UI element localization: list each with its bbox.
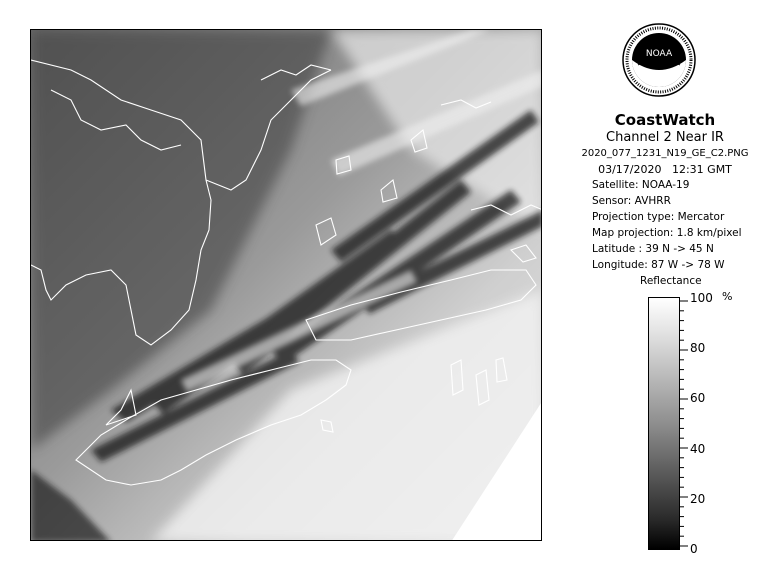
logo-text: NOAA bbox=[645, 49, 673, 59]
meta-satellite: Satellite: NOAA-19 bbox=[592, 179, 690, 191]
file-name: 2020_077_1231_N19_GE_C2.PNG bbox=[581, 148, 749, 159]
colorbar-tick-label: 20 bbox=[690, 492, 706, 506]
colorbar-tick-label: 60 bbox=[690, 391, 706, 405]
noaa-logo bbox=[620, 18, 698, 108]
colorbar bbox=[648, 297, 680, 550]
channel-label: Channel 2 Near IR bbox=[606, 130, 724, 145]
satellite-image bbox=[30, 29, 542, 541]
date-time: 03/17/2020 12:31 GMT bbox=[598, 163, 732, 176]
colorbar-tick-label: 0 bbox=[690, 542, 698, 556]
meta-map-projection: Map projection: 1.8 km/pixel bbox=[592, 227, 742, 239]
colorbar-ticks bbox=[680, 297, 760, 550]
colorbar-unit: % bbox=[722, 290, 733, 303]
colorbar-label: Reflectance bbox=[640, 275, 702, 287]
meta-latitude: Latitude : 39 N -> 45 N bbox=[592, 243, 714, 255]
colorbar-tick-label: 40 bbox=[690, 442, 706, 456]
colorbar-tick-label: 80 bbox=[690, 341, 706, 355]
meta-sensor: Sensor: AVHRR bbox=[592, 195, 671, 207]
meta-projection-type: Projection type: Mercator bbox=[592, 211, 725, 223]
colorbar-tick-label: 100 bbox=[690, 291, 713, 305]
meta-longitude: Longitude: 87 W -> 78 W bbox=[592, 259, 725, 271]
brand-title: CoastWatch bbox=[614, 111, 716, 129]
